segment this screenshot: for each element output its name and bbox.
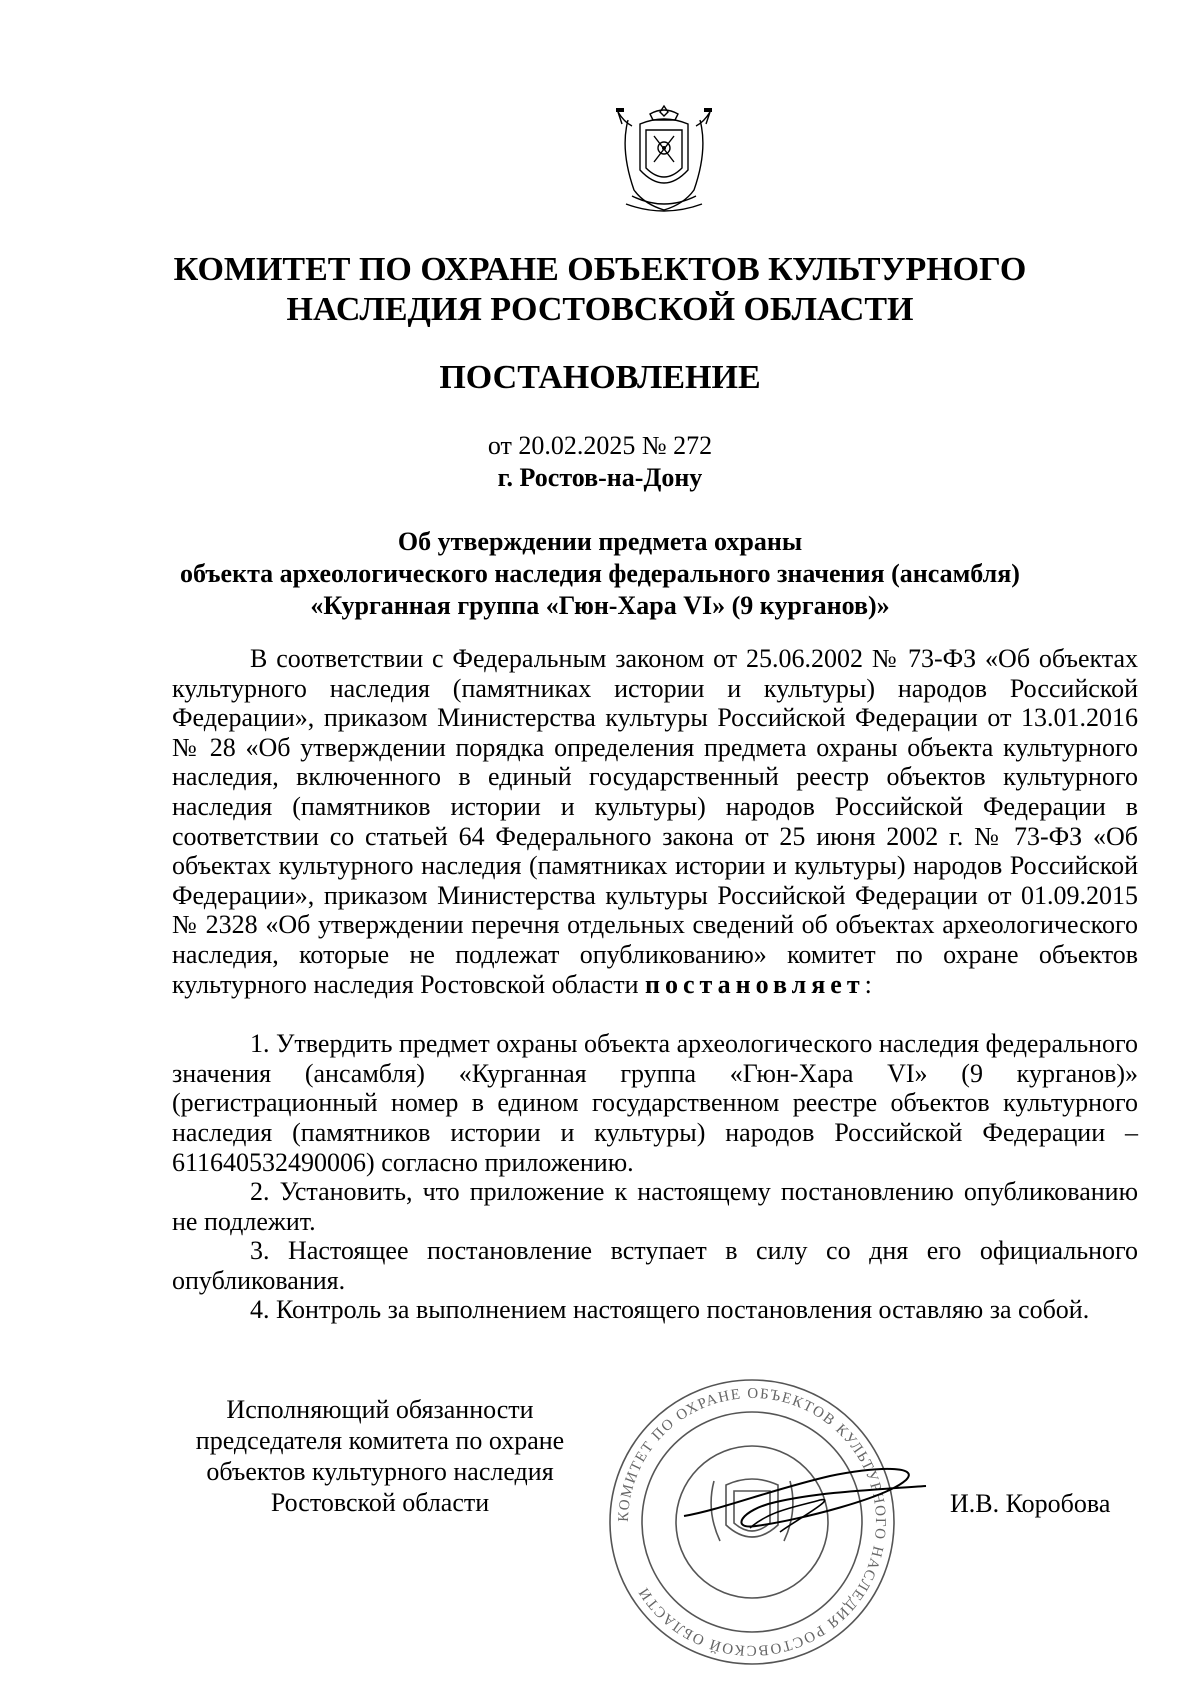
- document-body: [172, 644, 1138, 1325]
- preamble-paragraph: [172, 644, 1138, 999]
- signatory-title: [160, 1394, 600, 1518]
- resolves-suffix: :: [864, 969, 872, 999]
- resolution-item-4: 4. Контроль за выполнением настоящего постановления оставляю за собой.: [250, 1295, 1090, 1325]
- preamble-text: В соответствии с Федеральным законом от 25.06.2002 № 73-ФЗ «Об объектах культурного наследия (памятниках истории и культуры) народов Российской Федерации», приказом Министерства культуры Российской Федерации от 13.01.2016 № 28 «Об утверждении порядка определения предмета охраны объекта культурного наследия, включенного в единый государственный реестр объектов культурного наследия (памятников истории и культуры) народов Российской Федерации в соответствии со статьей 64 Федерального закона от 25 июня 2002 г. № 73-ФЗ «Об объектах культурного наследия (памятниках истории и культуры) народов Российской Федерации», приказом Министерства культуры Российской Федерации от 01.09.2015 № 2328 «Об утверждении перечня отдельных сведений об объектах археологического наследия, которые не подлежат опубликованию» комитет по охране объектов культурного наследия Ростовской области: [172, 644, 1138, 999]
- resolution-item-1: 1. Утвердить предмет охраны объекта археологического наследия федерального значения (ансамбля) «Курганная группа «Гюн-Хара VI» (9 курганов)» (регистрационный номер в едином государственном реестре объектов культурного наследия (памятников истории и культуры) народов Российской Федерации – 611640532490006) согласно приложению.: [172, 1029, 1138, 1177]
- seal-text: КОМИТЕТ ПО ОХРАНЕ ОБЪЕКТОВ КУЛЬТУРНОГО НАСЛЕДИЯ РОСТОВСКОЙ ОБЛАСТИ: [615, 1385, 889, 1659]
- document-date-number: от 20.02.2025 № 272: [487, 431, 713, 460]
- subject-line1: Об утверждении предмета охраны: [397, 527, 803, 556]
- signatory-title-line2: председателя комитета по охране: [195, 1426, 565, 1455]
- resolves-word: постановляет: [645, 969, 865, 999]
- subject-line2: объекта археологического наследия федерального значения (ансамбля): [180, 559, 1020, 588]
- organization-name: [100, 250, 1100, 330]
- organization-name-line1: КОМИТЕТ ПО ОХРАНЕ ОБЪЕКТОВ КУЛЬТУРНОГО: [173, 251, 1027, 288]
- signatory-title-line3: объектов культурного наследия: [206, 1457, 554, 1486]
- coat-of-arms-icon: [606, 100, 722, 220]
- document-city: г. Ростов-на-Дону: [497, 463, 703, 492]
- signatory-title-line4: Ростовской области: [270, 1488, 490, 1517]
- document-type: ПОСТАНОВЛЕНИЕ: [439, 359, 761, 396]
- signatory-name: И.В. Коробова: [950, 1489, 1111, 1518]
- signatory-title-line1: Исполняющий обязанности: [226, 1395, 534, 1424]
- handwritten-signature-icon: [680, 1440, 940, 1560]
- resolution-item-3: 3. Настоящее постановление вступает в силу со дня его официального опубликования.: [172, 1236, 1138, 1295]
- document-subject: [150, 526, 1050, 622]
- organization-name-line2: НАСЛЕДИЯ РОСТОВСКОЙ ОБЛАСТИ: [286, 291, 914, 328]
- subject-line3: «Курганная группа «Гюн-Хара VI» (9 курганов)»: [310, 591, 890, 620]
- resolution-item-2: 2. Установить, что приложение к настоящему постановлению опубликованию не подлежит.: [172, 1177, 1138, 1236]
